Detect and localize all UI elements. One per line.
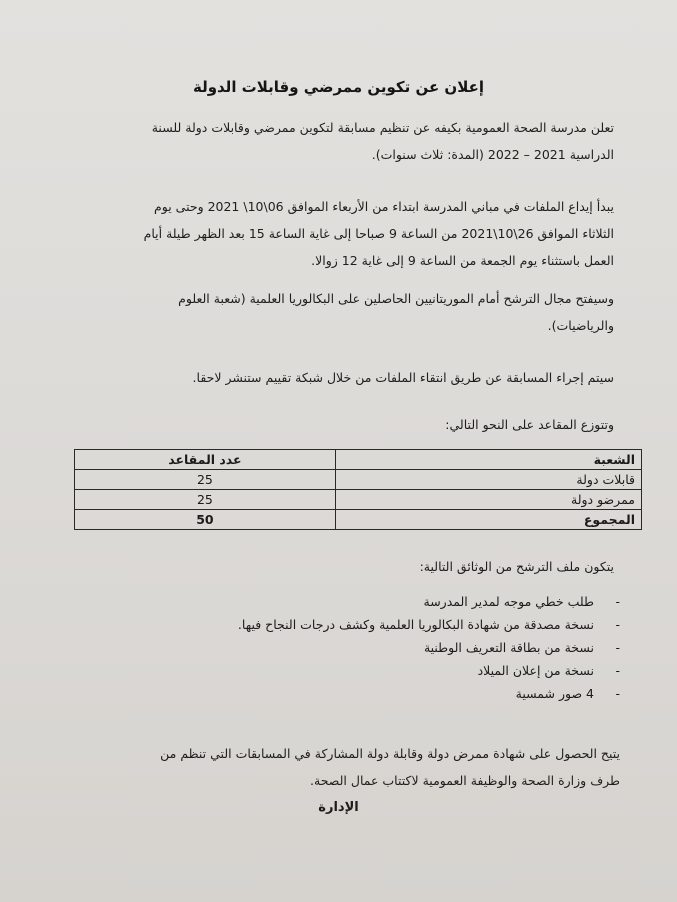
seats-table	[74, 449, 642, 530]
documents-list	[150, 590, 620, 705]
table-total-label: المجموع	[335, 510, 641, 530]
list-item: - نسخة من بطاقة التعريف الوطنية	[150, 636, 620, 659]
list-item: - نسخة من إعلان الميلاد	[150, 659, 620, 682]
paragraph-line: وسيفتح مجال الترشح أمام الموريتانيين الحاصلين على البكالوريا العلمية (شعبة العلوم	[178, 291, 614, 306]
table-row	[75, 470, 642, 490]
paragraph-line: العمل باستثناء يوم الجمعة من الساعة 9 إلى غاية 12 زوالا.	[311, 253, 614, 268]
paragraph-documents-intro	[92, 553, 614, 580]
paragraph-line: طرف وزارة الصحة والوظيفة العمومية لاكتتاب عمال الصحة.	[310, 773, 620, 788]
paragraph-seats-intro	[92, 411, 614, 438]
paragraph-line: الثلاثاء الموافق 26\10\2021 من الساعة 9 صباحا إلى غاية الساعة 15 بعد الظهر طيلة أيام	[143, 226, 614, 241]
paragraph-deposit-dates	[92, 193, 614, 274]
table-cell-branch: قابلات دولة	[335, 470, 641, 490]
paragraph-line: يتكون ملف الترشح من الوثائق التالية:	[419, 559, 614, 574]
column-header-branch: الشعبة	[335, 450, 641, 470]
paragraph-selection	[92, 364, 614, 391]
list-item: - طلب خطي موجه لمدير المدرسة	[150, 590, 620, 613]
paragraph-line: سيتم إجراء المسابقة عن طريق انتقاء الملفات من خلال شبكة تقييم ستنشر لاحقا.	[192, 370, 614, 385]
table-total-row	[75, 510, 642, 530]
paragraph-intro	[92, 114, 614, 168]
page-title: إعلان عن تكوين ممرضي وقابلات الدولة	[192, 78, 485, 96]
list-item: - 4 صور شمسية	[150, 682, 620, 705]
table-row	[75, 490, 642, 510]
column-header-seats: عدد المقاعد	[75, 450, 336, 470]
list-item: - نسخة مصدقة من شهادة البكالوريا العلمية وكشف درجات النجاح فيها.	[150, 613, 620, 636]
paragraph-line: يبدأ إيداع الملفات في مباني المدرسة ابتداء من الأربعاء الموافق 06\10\ 2021 وحتى يوم	[154, 199, 614, 214]
paragraph-line: والرياضيات).	[547, 318, 614, 333]
table-cell-seats: 25	[75, 490, 336, 510]
signature: الإدارة	[318, 800, 359, 815]
table-cell-seats: 25	[75, 470, 336, 490]
paragraph-line: يتيح الحصول على شهادة ممرض دولة وقابلة دولة المشاركة في المسابقات التي تنظم من	[160, 746, 620, 761]
paragraph-line: وتتوزع المقاعد على النحو التالي:	[445, 417, 614, 432]
paragraph-line: الدراسية 2021 – 2022 (المدة: ثلاث سنوات).	[371, 147, 614, 162]
table-header-row	[75, 450, 642, 470]
table-total-value: 50	[75, 510, 336, 530]
paragraph-eligibility	[92, 285, 614, 339]
paragraph-closing	[80, 740, 620, 794]
table-cell-branch: ممرضو دولة	[335, 490, 641, 510]
paragraph-line: تعلن مدرسة الصحة العمومية بكيفه عن تنظيم مسابقة لتكوين ممرضي وقابلات دولة للسنة	[151, 120, 614, 135]
